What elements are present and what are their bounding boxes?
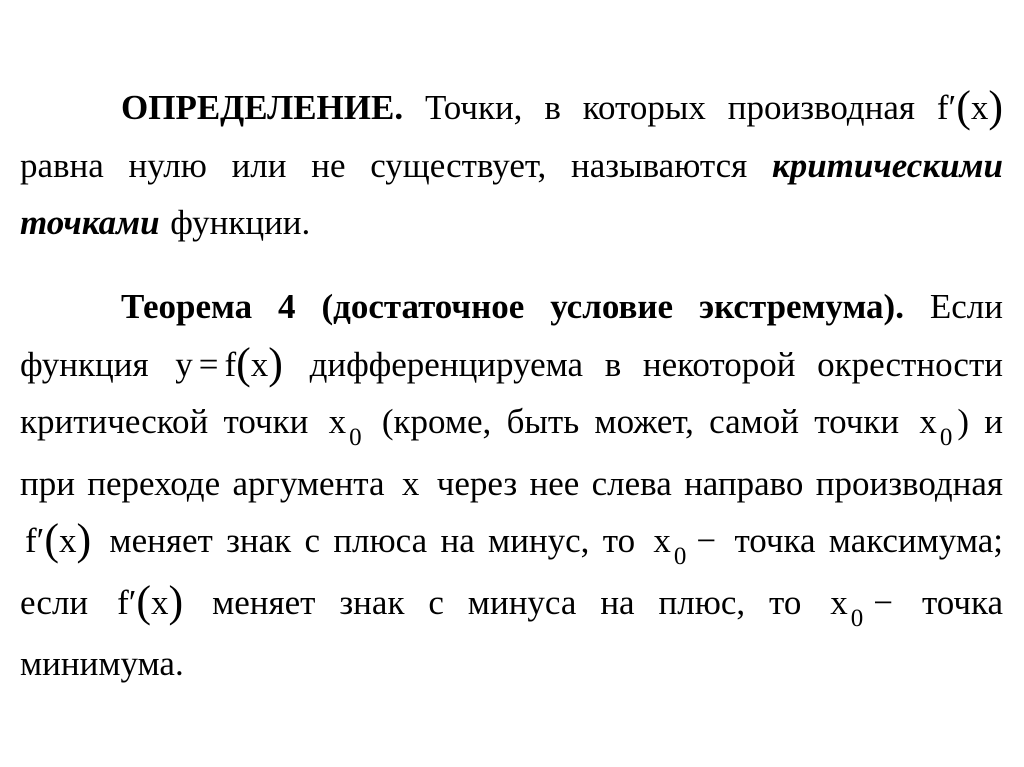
- definition-text: равна нулю или не существует, называются: [20, 145, 772, 185]
- theorem-text: дифференцируема в некоторой окрестности критической точки: [20, 344, 1003, 441]
- definition-text: Точки, в которых производная: [403, 88, 937, 127]
- minus-sign: −: [873, 582, 894, 622]
- theorem-text: точка минимума.: [20, 582, 1003, 683]
- theorem-paragraph: [20, 278, 1003, 693]
- definition-paragraph: [20, 79, 1003, 252]
- definition-text: функции.: [159, 203, 311, 242]
- theorem-heading: Теорема 4 (достаточное условие экстремума).: [121, 287, 904, 326]
- theorem-text: меняет знак с плюса на минус, то: [96, 521, 649, 560]
- derivative-formula: f′(x): [936, 82, 1003, 131]
- definition-heading: ОПРЕДЕЛЕНИЕ.: [121, 88, 404, 127]
- theorem-text: (кроме, быть может, самой точки: [366, 402, 915, 441]
- minus-sign: −: [696, 521, 717, 560]
- function-formula: y = f(x): [175, 338, 283, 388]
- theorem-text: точка максимума; если: [20, 521, 1003, 622]
- theorem-text: Если функция: [20, 287, 1003, 384]
- derivative-formula: f′(x): [117, 576, 184, 626]
- x0-formula: x $_0$: [919, 402, 953, 451]
- x0-formula: x $_0$: [328, 402, 362, 451]
- theorem-text: ) и при переходе аргумента: [20, 402, 1004, 503]
- theorem-text: через нее слева направо производная: [424, 463, 1003, 503]
- x0-formula: x $_0$: [653, 521, 687, 570]
- theorem-text: меняет знак с минуса на плюс, то: [188, 582, 826, 622]
- critical-points-term: критическими точками: [20, 145, 1003, 242]
- argument-x: x: [401, 463, 420, 503]
- x0-formula: x $_0$: [830, 582, 864, 632]
- derivative-formula: f′(x): [25, 515, 92, 564]
